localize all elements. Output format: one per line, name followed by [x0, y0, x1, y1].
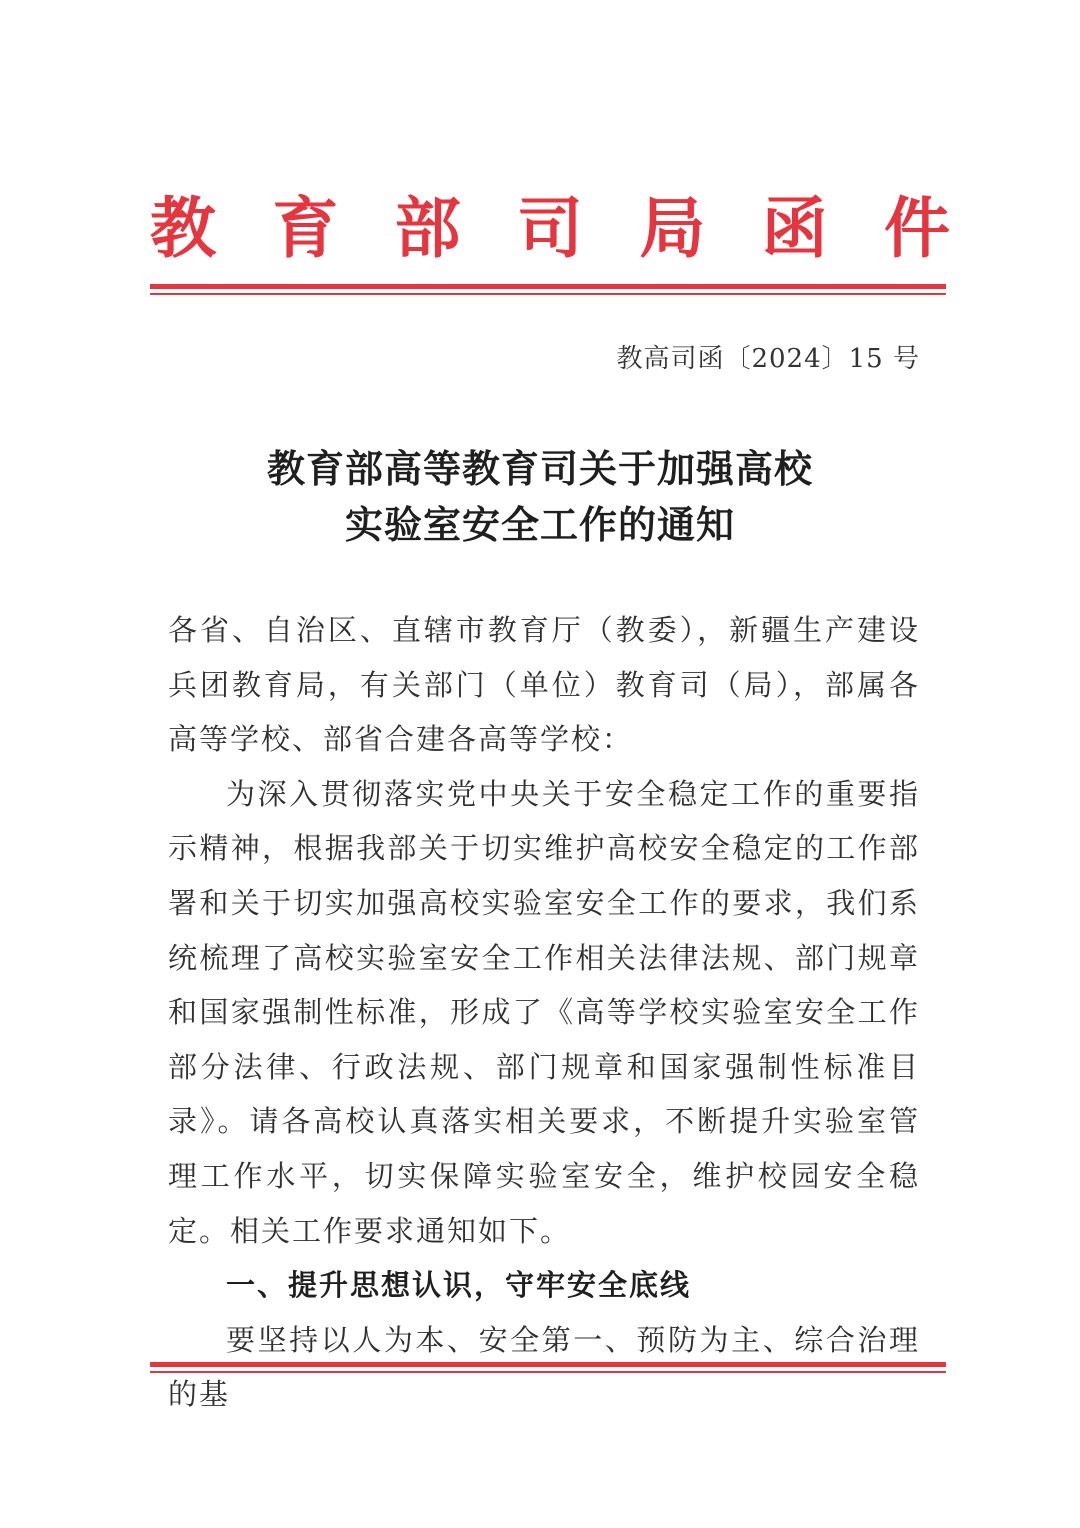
footer-divider: [150, 1362, 946, 1373]
masthead-char: 函: [761, 188, 828, 267]
header-divider: [150, 284, 946, 295]
document-title-line-1: 教育部高等教育司关于加强高校: [266, 446, 813, 491]
section-heading: 一、提升思想认识，守牢安全底线: [226, 1268, 692, 1303]
divider-thin-line: [150, 293, 946, 295]
masthead: [150, 180, 950, 275]
divider-thick-line: [150, 284, 946, 289]
divider-thick-line: [150, 1362, 946, 1367]
document-number: 教高司函〔2024〕15 号: [616, 344, 920, 374]
masthead-char: 育: [272, 188, 339, 267]
masthead-char: 局: [639, 188, 706, 267]
document-body: [168, 603, 920, 1422]
divider-thin-line: [150, 1371, 946, 1373]
body-paragraph: 为深入贯彻落实党中央关于安全稳定工作的重要指示精神，根据我部关于切实维护高校安全稳定的工作部署和关于切实加强高校实验室安全工作的要求，我们系统梳理了高校实验室安全工作相关法律法规、部门规章和国家强制性标准，形成了《高等学校实验室安全工作部分法律、行政法规、部门规章和国家强制性标准目录》。请各高校认真落实相关要求，不断提升实验室管理工作水平，切实保障实验室安全，维护校园安全稳定。相关工作要求通知如下。: [168, 776, 920, 1248]
masthead-char: 教: [150, 188, 216, 267]
document-title-line-2: 实验室安全工作的通知: [344, 502, 735, 547]
masthead-char: 司: [516, 188, 583, 267]
masthead-char: 件: [883, 188, 950, 267]
recipients-paragraph: 各省、自治区、直辖市教育厅（教委），新疆生产建设兵团教育局，有关部门（单位）教育司（局），部属各高等学校、部省合建各高等学校：: [168, 613, 920, 757]
masthead-char: 部: [394, 188, 461, 267]
body-paragraph: 要坚持以人为本、安全第一、预防为主、综合治理的基: [168, 1322, 920, 1412]
